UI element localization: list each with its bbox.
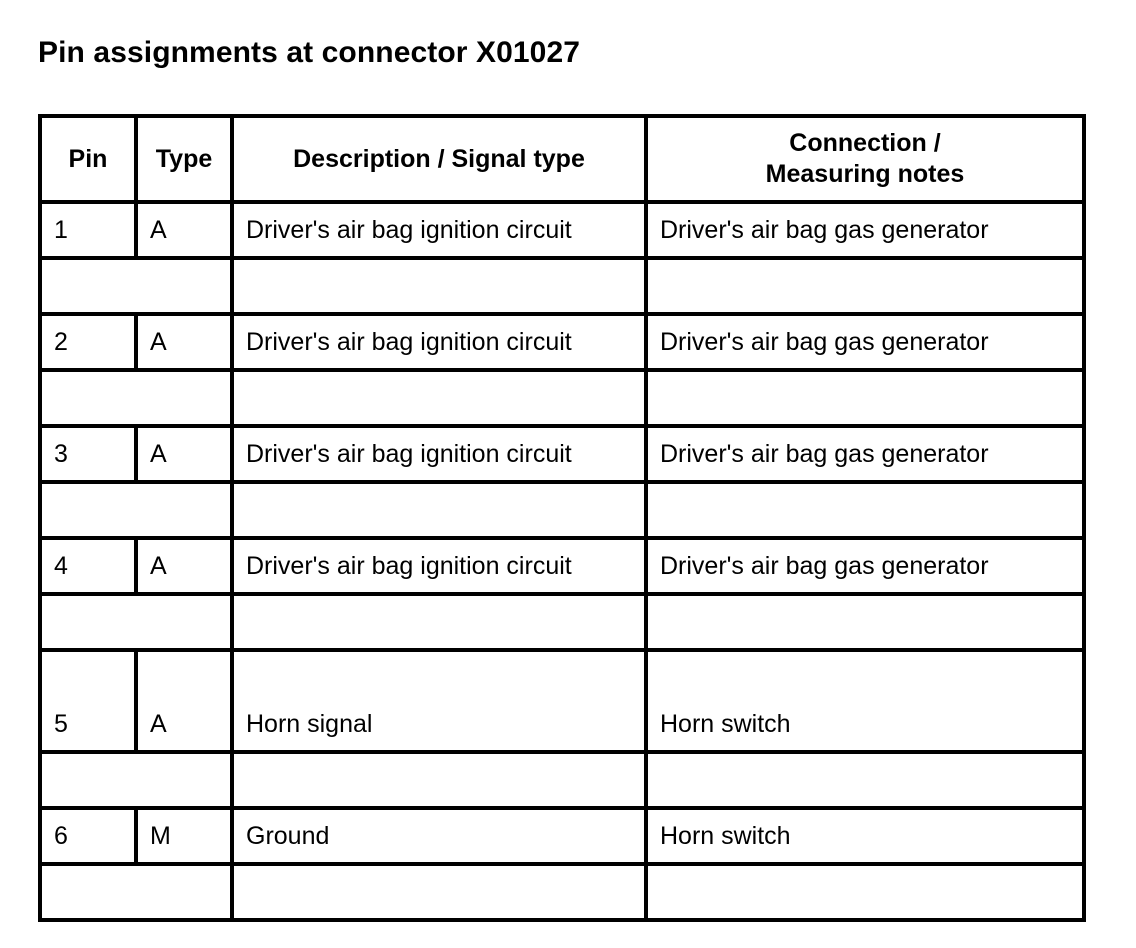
- table-row: [40, 314, 1084, 370]
- connection-cell: Driver's air bag gas generator: [646, 426, 1084, 482]
- table-row: [40, 650, 1084, 752]
- empty-cell: [646, 370, 1084, 426]
- empty-cell: [646, 594, 1084, 650]
- pin-cell: 1: [40, 202, 136, 258]
- column-header-connection-line1: Connection /: [789, 129, 941, 157]
- empty-cell: [646, 482, 1084, 538]
- table-row: [40, 202, 1084, 258]
- connection-cell: Driver's air bag gas generator: [646, 314, 1084, 370]
- empty-cell: [232, 864, 646, 920]
- empty-cell: [232, 482, 646, 538]
- pin-cell: 2: [40, 314, 136, 370]
- table-row: [40, 538, 1084, 594]
- description-cell: Driver's air bag ignition circuit: [232, 426, 646, 482]
- empty-cell: [40, 370, 232, 426]
- connection-cell: Driver's air bag gas generator: [646, 202, 1084, 258]
- spacer-row: [40, 370, 1084, 426]
- type-cell: A: [136, 650, 232, 752]
- pin-cell: 4: [40, 538, 136, 594]
- type-cell: A: [136, 202, 232, 258]
- empty-cell: [40, 258, 232, 314]
- connection-cell: Driver's air bag gas generator: [646, 538, 1084, 594]
- empty-cell: [646, 258, 1084, 314]
- empty-cell: [40, 752, 232, 808]
- pin-cell: 3: [40, 426, 136, 482]
- empty-cell: [232, 752, 646, 808]
- empty-cell: [40, 482, 232, 538]
- description-cell: Driver's air bag ignition circuit: [232, 314, 646, 370]
- table-row: [40, 426, 1084, 482]
- pin-assignment-table: [38, 114, 1086, 922]
- description-cell: Driver's air bag ignition circuit: [232, 538, 646, 594]
- empty-cell: [646, 864, 1084, 920]
- empty-cell: [40, 594, 232, 650]
- type-cell: A: [136, 538, 232, 594]
- column-header-type: Type: [136, 116, 232, 202]
- pin-cell: 5: [40, 650, 136, 752]
- spacer-row: [40, 258, 1084, 314]
- type-cell: A: [136, 314, 232, 370]
- type-cell: A: [136, 426, 232, 482]
- spacer-row: [40, 864, 1084, 920]
- pin-cell: 6: [40, 808, 136, 864]
- connection-cell: Horn switch: [646, 650, 1084, 752]
- column-header-pin: Pin: [40, 116, 136, 202]
- table-row: [40, 808, 1084, 864]
- connection-cell: Horn switch: [646, 808, 1084, 864]
- column-header-description: Description / Signal type: [232, 116, 646, 202]
- table-header-row: [40, 116, 1084, 202]
- column-header-connection-line2: Measuring notes: [765, 160, 965, 188]
- spacer-row: [40, 482, 1084, 538]
- description-cell: Driver's air bag ignition circuit: [232, 202, 646, 258]
- empty-cell: [232, 370, 646, 426]
- spacer-row: [40, 594, 1084, 650]
- description-cell: Ground: [232, 808, 646, 864]
- column-header-connection: [646, 116, 1084, 202]
- type-cell: M: [136, 808, 232, 864]
- empty-cell: [40, 864, 232, 920]
- empty-cell: [232, 594, 646, 650]
- description-cell: Horn signal: [232, 650, 646, 752]
- empty-cell: [646, 752, 1084, 808]
- page-title: Pin assignments at connector X01027: [38, 36, 581, 69]
- empty-cell: [232, 258, 646, 314]
- spacer-row: [40, 752, 1084, 808]
